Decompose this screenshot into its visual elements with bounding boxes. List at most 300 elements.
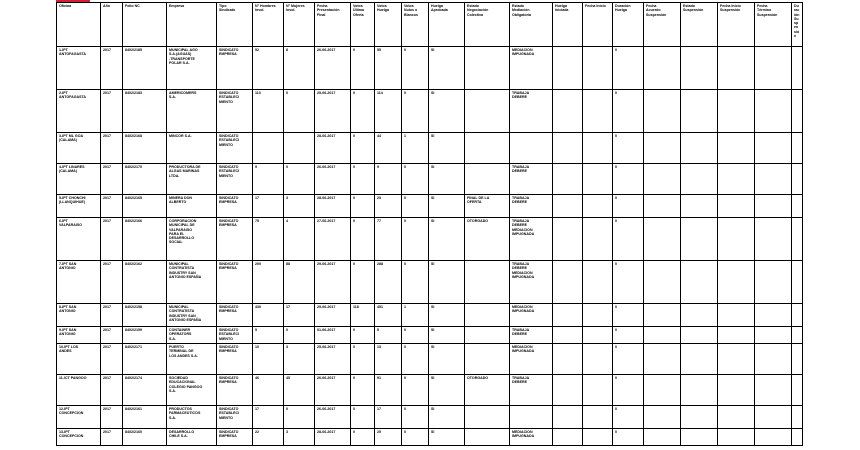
table-cell: SI	[429, 344, 465, 375]
table-cell: 451	[375, 304, 402, 327]
column-header: Estado Mediación Obligatoria	[510, 3, 553, 47]
table-cell	[553, 344, 583, 375]
table-cell: 0	[351, 429, 375, 446]
table-cell	[644, 304, 681, 327]
table-cell: 0	[351, 133, 375, 164]
table-row	[57, 429, 803, 446]
table-cell: 17	[375, 406, 402, 429]
table-cell: SI	[429, 429, 465, 446]
table-cell	[553, 195, 583, 218]
column-header: Fecha Acuerdo Suspensión	[644, 3, 681, 47]
table-cell	[718, 304, 755, 327]
table-cell: MEDIACION IMPUGNADA	[510, 304, 553, 327]
table-cell: 2017	[101, 90, 123, 133]
table-cell: SINDICATO EMPRESA	[217, 304, 253, 327]
table-row	[57, 261, 803, 304]
table-cell	[755, 133, 792, 164]
table-cell	[583, 406, 613, 429]
table-cell: SINDICATO EMPRESA	[217, 375, 253, 406]
table-cell	[792, 261, 803, 304]
table-cell: TRABAJA DEBERE	[510, 90, 553, 133]
table-cell: 0	[351, 261, 375, 304]
table-cell	[465, 304, 510, 327]
table-cell	[644, 47, 681, 90]
table-cell	[553, 406, 583, 429]
table-cell: 8402/2160	[123, 429, 167, 446]
table-cell	[644, 218, 681, 261]
table-cell	[465, 344, 510, 375]
table-cell: SI	[429, 195, 465, 218]
table-cell	[792, 218, 803, 261]
table-cell	[583, 375, 613, 406]
table-cell	[681, 375, 718, 406]
table-cell	[583, 327, 613, 344]
table-cell	[718, 47, 755, 90]
column-header: Estado Suspensión	[681, 3, 718, 47]
table-cell	[755, 261, 792, 304]
table-cell: 17	[284, 304, 315, 327]
table-cell	[792, 47, 803, 90]
column-header: Duración Suspensión	[792, 3, 803, 47]
table-cell: 88	[284, 261, 315, 304]
table-cell: SINDICATO EMPRESA	[217, 261, 253, 304]
table-cell: 0	[613, 304, 644, 327]
table-cell: 26-06-2017	[315, 164, 351, 195]
table-cell	[583, 164, 613, 195]
table-cell	[718, 195, 755, 218]
table-cell: 9	[375, 164, 402, 195]
table-cell: 0	[613, 218, 644, 261]
table-cell	[792, 195, 803, 218]
table-cell	[681, 304, 718, 327]
table-cell	[681, 195, 718, 218]
table-cell	[644, 195, 681, 218]
table-cell: 0	[402, 195, 429, 218]
table-cell: TRABAJA DEBERE	[510, 164, 553, 195]
table-cell	[755, 327, 792, 344]
table-cell	[718, 218, 755, 261]
table-cell	[681, 164, 718, 195]
table-cell	[465, 261, 510, 304]
table-cell: 430	[253, 304, 284, 327]
table-cell	[583, 133, 613, 164]
table-cell	[718, 429, 755, 446]
table-cell: 2017	[101, 304, 123, 327]
column-header: Votos Nulos o Blancos	[402, 3, 429, 47]
table-cell	[510, 133, 553, 164]
table-cell	[755, 406, 792, 429]
table-cell	[583, 304, 613, 327]
table-cell	[510, 406, 553, 429]
table-cell: 0	[402, 261, 429, 304]
table-cell: 27-06-2017	[315, 218, 351, 261]
table-cell: 25-06-2017	[315, 344, 351, 375]
table-cell: 114	[375, 90, 402, 133]
table-cell	[465, 133, 510, 164]
table-cell: PRODUCTORA DE ALGAS MARINAS LTDA.	[167, 164, 217, 195]
table-cell: 3	[284, 344, 315, 375]
table-cell: 7-IPT SAN ANTONIO	[57, 261, 101, 304]
table-cell: 0	[351, 406, 375, 429]
column-header: Huelga Aprobada	[429, 3, 465, 47]
table-cell: 2017	[101, 344, 123, 375]
table-cell: OTORGADO	[465, 375, 510, 406]
table-cell: SI	[429, 406, 465, 429]
table-cell: MINCOR S.A.	[167, 133, 217, 164]
table-row	[57, 327, 803, 344]
table-cell	[553, 304, 583, 327]
table-cell: 2017	[101, 218, 123, 261]
column-header: Fecha Inicio Suspensión	[718, 3, 755, 47]
column-header: Huelga Iniciada	[553, 3, 583, 47]
table-cell: 0	[402, 164, 429, 195]
table-cell	[553, 47, 583, 90]
table-cell: SINDICATO ESTABLECI MIENTO	[217, 90, 253, 133]
table-row	[57, 406, 803, 429]
table-cell: DESARROLLO CHILE S.A.	[167, 429, 217, 446]
table-cell: MEDIACION IMPUGNADA	[510, 429, 553, 446]
table-row	[57, 90, 803, 133]
table-cell: SINDICATO EMPRESA	[217, 344, 253, 375]
table-cell: SI	[429, 218, 465, 261]
table-cell: 0	[284, 327, 315, 344]
table-cell: SI	[429, 261, 465, 304]
column-header: Oficina	[57, 3, 101, 47]
table-cell: 0	[613, 90, 644, 133]
table-cell: SOCIEDAD EDUCACIONAL COLEGIO PANGOO S.A.	[167, 375, 217, 406]
table-row	[57, 164, 803, 195]
table-cell	[681, 90, 718, 133]
table-cell	[583, 90, 613, 133]
table-cell: MUNICIPAL AGO S.A.(AGUAS) -TRANSPORTE POLAR S.A.	[167, 47, 217, 90]
table-cell	[681, 133, 718, 164]
table-cell	[755, 90, 792, 133]
table-cell: 1-IPT ANTOFAGASTA	[57, 47, 101, 90]
table-cell	[718, 375, 755, 406]
column-header: Duración Huelga	[613, 3, 644, 47]
table-cell: SI	[429, 90, 465, 133]
table-cell: 52	[253, 47, 284, 90]
table-cell: 5	[253, 327, 284, 344]
table-cell: 0	[402, 327, 429, 344]
table-cell: CONTAINER OPERATORS S.A.	[167, 327, 217, 344]
table-cell	[583, 261, 613, 304]
table-cell: 2017	[101, 133, 123, 164]
table-cell	[644, 90, 681, 133]
table-cell: SINDICATO ESTABLECI MIENTO	[217, 164, 253, 195]
table-cell: PRODUCTOS FARMACEUTICOS S.A.	[167, 406, 217, 429]
table-cell: 0	[613, 375, 644, 406]
table-cell: SINDICATO ESTABLECI MIENTO	[217, 133, 253, 164]
table-row	[57, 218, 803, 261]
table-cell: 118	[351, 304, 375, 327]
table-row	[57, 375, 803, 406]
table-cell: 22	[253, 429, 284, 446]
table-cell	[681, 327, 718, 344]
table-cell	[583, 47, 613, 90]
table-cell: 20	[375, 195, 402, 218]
table-cell	[553, 218, 583, 261]
table-cell: 25	[375, 429, 402, 446]
table-cell: 46	[253, 375, 284, 406]
table-cell: 288	[375, 261, 402, 304]
table-cell: 1	[402, 304, 429, 327]
table-cell: 4	[284, 218, 315, 261]
table-cell	[553, 375, 583, 406]
table-cell: SINDICATO ESTABLECI MIENTO	[217, 406, 253, 429]
table-cell: SINDICATO EMPRESA	[217, 218, 253, 261]
table-cell: 01-06-2017	[315, 327, 351, 344]
table-cell: 3	[284, 195, 315, 218]
table-cell: SI	[429, 304, 465, 327]
table-cell: 0	[351, 218, 375, 261]
table-cell: 2017	[101, 375, 123, 406]
table-cell: SINDICATO ESTABLECI MIENTO	[217, 327, 253, 344]
table-cell: TRABAJA DEBERE MEDIACION IMPUGNADA	[510, 261, 553, 304]
table-cell: 0	[613, 195, 644, 218]
table-cell: 0	[613, 133, 644, 164]
table-cell: 4-IPT LINARES (CALAMA)	[57, 164, 101, 195]
table-cell: MINERA DON ALBERTO	[167, 195, 217, 218]
table-cell: 8402/2162	[123, 261, 167, 304]
table-row	[57, 133, 803, 164]
table-cell: 10-IPT LOS ANDES	[57, 344, 101, 375]
table-cell: 9-IPT SAN ANTONIO	[57, 327, 101, 344]
column-header: Tipo Sindicato	[217, 3, 253, 47]
table-cell: 26-06-2017	[315, 47, 351, 90]
table-cell	[755, 375, 792, 406]
table-cell: SI	[429, 375, 465, 406]
table-cell: 8402/2159	[123, 327, 167, 344]
table-cell: 5	[375, 327, 402, 344]
table-cell: MEDIACION IMPUGNADA	[510, 47, 553, 90]
table-cell	[253, 133, 284, 164]
column-header: Fecha Presentación Final	[315, 3, 351, 47]
table-cell: 2017	[101, 406, 123, 429]
table-cell: 0	[613, 429, 644, 446]
table-cell: 75	[253, 218, 284, 261]
table-cell	[644, 327, 681, 344]
table-cell	[718, 90, 755, 133]
table-cell	[718, 164, 755, 195]
table-cell: 8402/2174	[123, 375, 167, 406]
table-cell: SI	[429, 133, 465, 164]
table-cell	[755, 429, 792, 446]
table-cell: 0	[613, 164, 644, 195]
table-cell: PUERTO TERMINAL DE LOS ANDES S.A.	[167, 344, 217, 375]
table-cell: 28-06-2017	[315, 429, 351, 446]
table-cell: 0	[402, 429, 429, 446]
table-cell: 3-IPT ML GOA (CALAMA)	[57, 133, 101, 164]
table-cell: 8402/2170	[123, 164, 167, 195]
table-cell: SI	[429, 327, 465, 344]
column-header: Empresa	[167, 3, 217, 47]
column-header: Año	[101, 3, 123, 47]
table-cell	[755, 47, 792, 90]
table-cell	[465, 90, 510, 133]
table-cell	[792, 304, 803, 327]
table-cell: 0	[351, 47, 375, 90]
table-cell	[644, 375, 681, 406]
table-cell: TRABAJA DEBERE	[510, 195, 553, 218]
column-header: Votos Última Oferta	[351, 3, 375, 47]
table-cell: 1	[402, 133, 429, 164]
collective-bargaining-table	[56, 2, 803, 446]
table-cell: 44	[375, 133, 402, 164]
table-cell: AMERICOMERS S.A.	[167, 90, 217, 133]
table-cell: SI	[429, 47, 465, 90]
column-header: Estado Negociación Colectiva	[465, 3, 510, 47]
table-cell	[755, 218, 792, 261]
table-cell: MUNICIPAL CONTRATISTA INDUSTRY SAN ANTONIO ESPAÑA	[167, 261, 217, 304]
table-cell	[583, 344, 613, 375]
table-cell	[718, 406, 755, 429]
table-cell	[755, 304, 792, 327]
table-cell: 8402/2161	[123, 406, 167, 429]
table-row	[57, 344, 803, 375]
table-cell	[583, 429, 613, 446]
table-cell: 0	[351, 344, 375, 375]
table-cell: 0	[351, 375, 375, 406]
table-cell	[465, 47, 510, 90]
table-cell	[792, 90, 803, 133]
table-cell: 0	[284, 406, 315, 429]
table-cell: 55	[375, 47, 402, 90]
table-cell: SINDICATO EMPRESA	[217, 195, 253, 218]
table-cell	[718, 261, 755, 304]
table-cell	[755, 195, 792, 218]
table-cell: 113	[253, 90, 284, 133]
table-cell	[718, 344, 755, 375]
table-cell: OTORGADO	[465, 218, 510, 261]
table-cell	[681, 218, 718, 261]
table-cell: CORPORACION MUNICIPAL DE VALPARAISO PARA EL DESARROLLO SOCIAL	[167, 218, 217, 261]
table-cell: 29-06-2017	[315, 304, 351, 327]
table-cell: 12-IPT CONCEPCION	[57, 406, 101, 429]
table-cell	[553, 261, 583, 304]
table-cell: 0	[402, 47, 429, 90]
table-cell: 0	[351, 195, 375, 218]
table-cell: TRABAJA DEBERE MEDIACION IMPUGNADA	[510, 218, 553, 261]
table-cell	[718, 133, 755, 164]
table-cell: 5-IPT CHONCHI (LLANQUIHUE)	[57, 195, 101, 218]
table-cell: 26-06-2017	[315, 406, 351, 429]
table-cell: 17	[253, 406, 284, 429]
table-cell: 45	[284, 375, 315, 406]
table-cell	[792, 429, 803, 446]
table-cell: 0	[351, 327, 375, 344]
table-cell: 0	[402, 218, 429, 261]
table-cell: TRABAJA DEBERE	[510, 327, 553, 344]
table-cell: 0	[613, 406, 644, 429]
table-cell: 0	[402, 375, 429, 406]
table-cell	[465, 164, 510, 195]
table-cell: 2017	[101, 261, 123, 304]
table-cell: 2017	[101, 429, 123, 446]
table-cell	[792, 164, 803, 195]
table-cell	[644, 164, 681, 195]
table-cell	[644, 429, 681, 446]
table-cell: 8402/2166	[123, 218, 167, 261]
table-cell: 17	[253, 195, 284, 218]
table-cell	[718, 327, 755, 344]
table-cell: 29-06-2017	[315, 261, 351, 304]
table-cell: 200	[253, 261, 284, 304]
table-cell	[644, 133, 681, 164]
table-cell: 13-IPT CONCEPCION	[57, 429, 101, 446]
table-cell: TRABAJA DEBERE	[510, 375, 553, 406]
table-cell	[553, 90, 583, 133]
table-cell	[553, 327, 583, 344]
table-cell: 8402/2158	[123, 304, 167, 327]
column-header: Fecha Término Suspensión	[755, 3, 792, 47]
table-row	[57, 195, 803, 218]
column-header: Fecha Inicio	[583, 3, 613, 47]
table-cell: SINDICATO EMPRESA	[217, 47, 253, 90]
table-cell: 8402/2183	[123, 90, 167, 133]
table-cell	[681, 344, 718, 375]
table-body	[57, 47, 803, 446]
table-cell: 2017	[101, 47, 123, 90]
table-cell	[792, 375, 803, 406]
table-cell: 3	[284, 429, 315, 446]
table-cell	[465, 327, 510, 344]
table-cell: 28-06-2017	[315, 195, 351, 218]
table-cell: FINAL DE LA OFERTA	[465, 195, 510, 218]
table-cell: SINDICATO EMPRESA	[217, 429, 253, 446]
table-cell	[681, 429, 718, 446]
table-cell: 26-06-2017	[315, 375, 351, 406]
table-cell	[583, 218, 613, 261]
table-cell: MUNICIPAL CONTRATISTA INDUSTRY SAN ANTONIO ESPAÑA	[167, 304, 217, 327]
table-cell	[553, 429, 583, 446]
table-cell	[553, 164, 583, 195]
table-cell: 8402/2171	[123, 344, 167, 375]
table-cell: 2017	[101, 327, 123, 344]
table-cell: 9	[253, 164, 284, 195]
table-cell	[465, 406, 510, 429]
table-cell	[792, 327, 803, 344]
table-cell: 0	[402, 344, 429, 375]
column-header: N° Mujeres Invol.	[284, 3, 315, 47]
table-cell: 11-ICT PANGOO	[57, 375, 101, 406]
table-cell: 2017	[101, 164, 123, 195]
table-cell: 13	[375, 344, 402, 375]
spreadsheet	[56, 2, 798, 446]
header-row	[57, 3, 803, 47]
table-cell: 8	[284, 47, 315, 90]
table-cell	[681, 47, 718, 90]
table-cell: 25-06-2017	[315, 90, 351, 133]
table-cell	[755, 344, 792, 375]
table-cell: 0	[613, 327, 644, 344]
table-cell: MEDIACION IMPUGNADA	[510, 344, 553, 375]
table-cell: 6-IPT VALPARAISO	[57, 218, 101, 261]
table-cell: 8402/2168	[123, 133, 167, 164]
table-row	[57, 304, 803, 327]
table-cell: 2-IPT ANTOFAGASTA	[57, 90, 101, 133]
table-cell	[465, 429, 510, 446]
table-cell: 0	[613, 47, 644, 90]
table-cell	[644, 406, 681, 429]
table-cell: 28-06-2017	[315, 133, 351, 164]
table-cell: 91	[375, 375, 402, 406]
table-cell: 8402/2185	[123, 47, 167, 90]
table-cell	[681, 261, 718, 304]
table-cell: 8-IPT SAN ANTONIO	[57, 304, 101, 327]
table-cell	[792, 133, 803, 164]
table-cell: 0	[284, 90, 315, 133]
